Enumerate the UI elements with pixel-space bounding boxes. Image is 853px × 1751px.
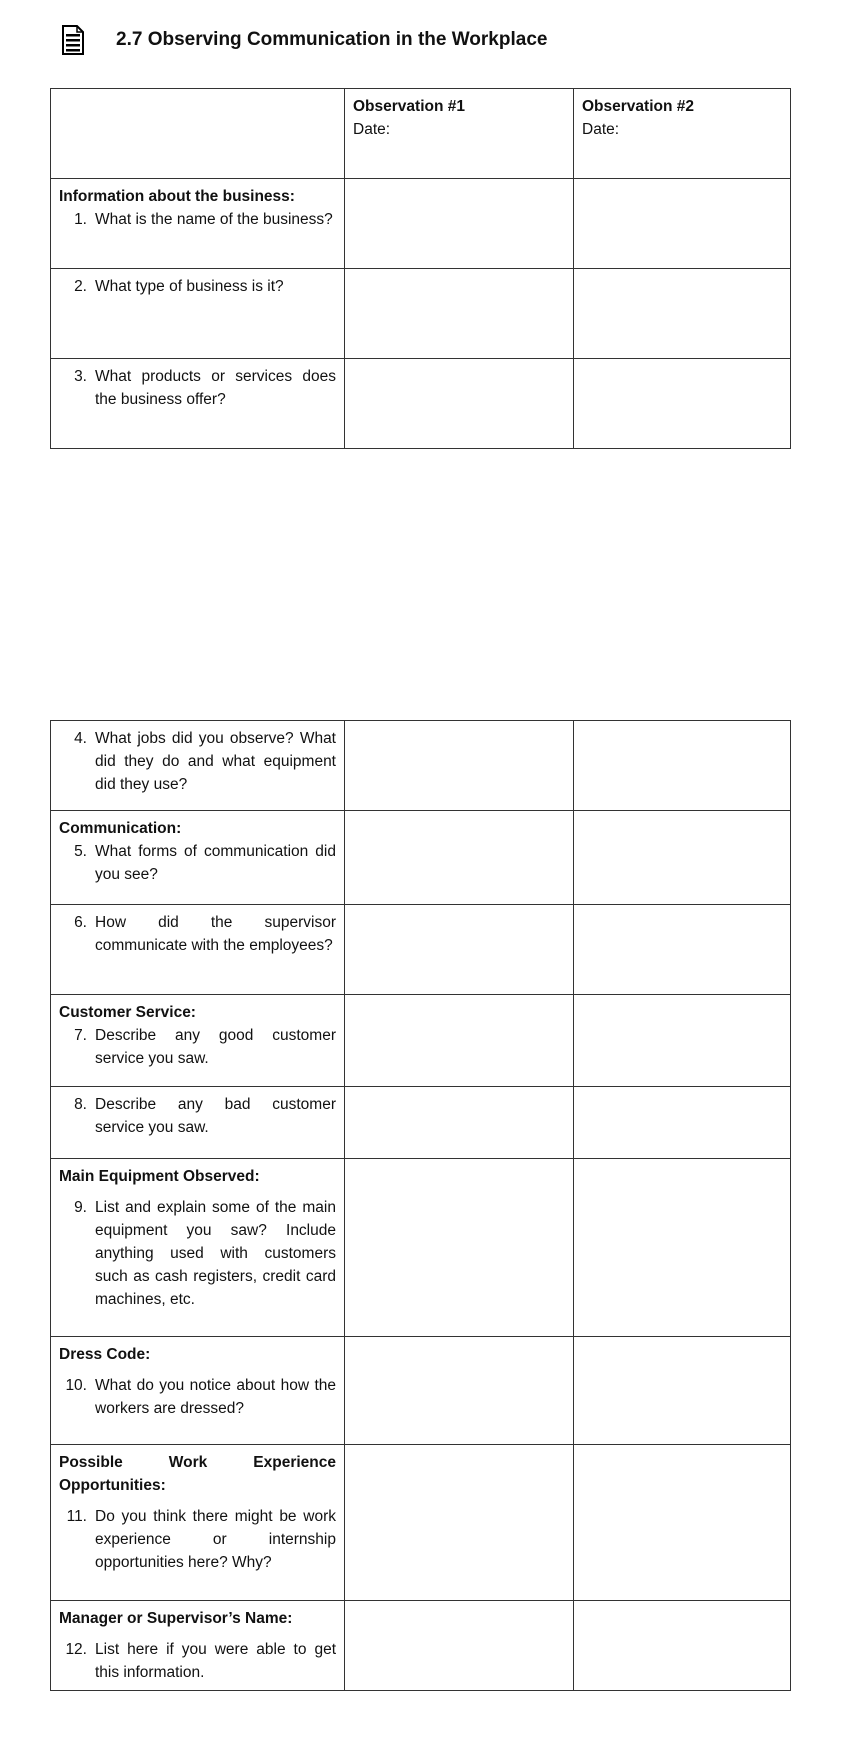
answer-cell-obs2[interactable]	[574, 359, 791, 449]
section-heading: Possible Work Experience Opportunities:	[59, 1454, 336, 1494]
question-text: What products or services does the business offer?	[95, 368, 336, 408]
table-row	[51, 359, 791, 449]
question-cell	[51, 1159, 345, 1337]
question-cell	[51, 359, 345, 449]
answer-cell-obs1[interactable]	[345, 721, 574, 811]
answer-cell-obs1[interactable]	[345, 179, 574, 269]
answer-cell-obs2[interactable]	[574, 721, 791, 811]
answer-cell-obs1[interactable]	[345, 811, 574, 905]
table-row	[51, 179, 791, 269]
table-row	[51, 811, 791, 905]
section-heading: Information about the business:	[59, 188, 295, 205]
section-heading: Customer Service:	[59, 1004, 196, 1021]
section-heading: Dress Code:	[59, 1346, 151, 1363]
question-text: Describe any bad customer service you saw.	[95, 1096, 336, 1136]
answer-cell-obs1[interactable]	[345, 1087, 574, 1159]
answer-cell-obs1[interactable]	[345, 1601, 574, 1691]
question-cell	[51, 811, 345, 905]
question-number: 9.	[74, 1199, 87, 1216]
empty-header-cell	[51, 89, 345, 179]
question-cell	[51, 179, 345, 269]
table-row	[51, 1445, 791, 1601]
answer-cell-obs2[interactable]	[574, 1337, 791, 1445]
page-title: 2.7 Observing Communication in the Workplace	[116, 29, 548, 50]
answer-cell-obs1[interactable]	[345, 1337, 574, 1445]
observation-2-header[interactable]	[574, 89, 791, 179]
observation-1-date: Date:	[353, 121, 391, 138]
observation-2-date: Date:	[582, 121, 620, 138]
question-cell	[51, 995, 345, 1087]
question-text: List and explain some of the main equipment you saw? Include anything used with customers such as cash registers, credit card machines, etc.	[95, 1199, 336, 1308]
document-icon	[62, 25, 84, 55]
question-number: 10.	[65, 1377, 87, 1394]
section-heading: Main Equipment Observed:	[59, 1168, 260, 1185]
table-row	[51, 721, 791, 811]
question-text: Do you think there might be work experience or internship opportunities here? Why?	[95, 1508, 336, 1571]
observation-2-label: Observation #2	[582, 98, 694, 115]
answer-cell-obs2[interactable]	[574, 179, 791, 269]
question-cell	[51, 1087, 345, 1159]
answer-cell-obs1[interactable]	[345, 905, 574, 995]
title-row	[62, 20, 547, 60]
header-row	[51, 89, 791, 179]
question-number: 7.	[74, 1027, 87, 1044]
question-cell	[51, 905, 345, 995]
question-number: 2.	[74, 278, 87, 295]
question-text: Describe any good customer service you saw.	[95, 1027, 336, 1067]
observation-table-1	[50, 88, 791, 449]
question-number: 4.	[74, 730, 87, 747]
observation-1-header[interactable]	[345, 89, 574, 179]
question-number: 11.	[66, 1508, 87, 1525]
table-row	[51, 1087, 791, 1159]
answer-cell-obs2[interactable]	[574, 811, 791, 905]
table-row	[51, 995, 791, 1087]
question-text: How did the supervisor communicate with the employees?	[95, 914, 336, 954]
question-number: 3.	[74, 368, 87, 385]
section-heading: Manager or Supervisor’s Name:	[59, 1610, 293, 1627]
question-cell	[51, 269, 345, 359]
question-number: 5.	[74, 843, 87, 860]
question-number: 12.	[65, 1641, 87, 1658]
question-number: 6.	[74, 914, 87, 931]
table-row	[51, 1159, 791, 1337]
answer-cell-obs2[interactable]	[574, 995, 791, 1087]
question-text: What jobs did you observe? What did they do and what equipment did they use?	[95, 730, 336, 793]
answer-cell-obs1[interactable]	[345, 1445, 574, 1601]
observation-table-2	[50, 720, 791, 1691]
answer-cell-obs2[interactable]	[574, 905, 791, 995]
table-row	[51, 269, 791, 359]
question-text: What do you notice about how the workers are dressed?	[95, 1377, 336, 1417]
table-row	[51, 1337, 791, 1445]
answer-cell-obs1[interactable]	[345, 359, 574, 449]
answer-cell-obs1[interactable]	[345, 995, 574, 1087]
table-row	[51, 905, 791, 995]
answer-cell-obs2[interactable]	[574, 1159, 791, 1337]
question-text: List here if you were able to get this information.	[95, 1641, 336, 1681]
question-cell	[51, 1445, 345, 1601]
table-row	[51, 1601, 791, 1691]
answer-cell-obs2[interactable]	[574, 1087, 791, 1159]
question-cell	[51, 1601, 345, 1691]
answer-cell-obs1[interactable]	[345, 1159, 574, 1337]
answer-cell-obs1[interactable]	[345, 269, 574, 359]
question-cell	[51, 721, 345, 811]
answer-cell-obs2[interactable]	[574, 1601, 791, 1691]
question-cell	[51, 1337, 345, 1445]
answer-cell-obs2[interactable]	[574, 1445, 791, 1601]
question-text: What forms of communication did you see?	[95, 843, 336, 883]
answer-cell-obs2[interactable]	[574, 269, 791, 359]
question-number: 1.	[74, 211, 87, 228]
question-text: What type of business is it?	[95, 278, 284, 295]
observation-1-label: Observation #1	[353, 98, 465, 115]
question-text: What is the name of the business?	[95, 211, 333, 228]
section-heading: Communication:	[59, 820, 182, 837]
question-number: 8.	[74, 1096, 87, 1113]
